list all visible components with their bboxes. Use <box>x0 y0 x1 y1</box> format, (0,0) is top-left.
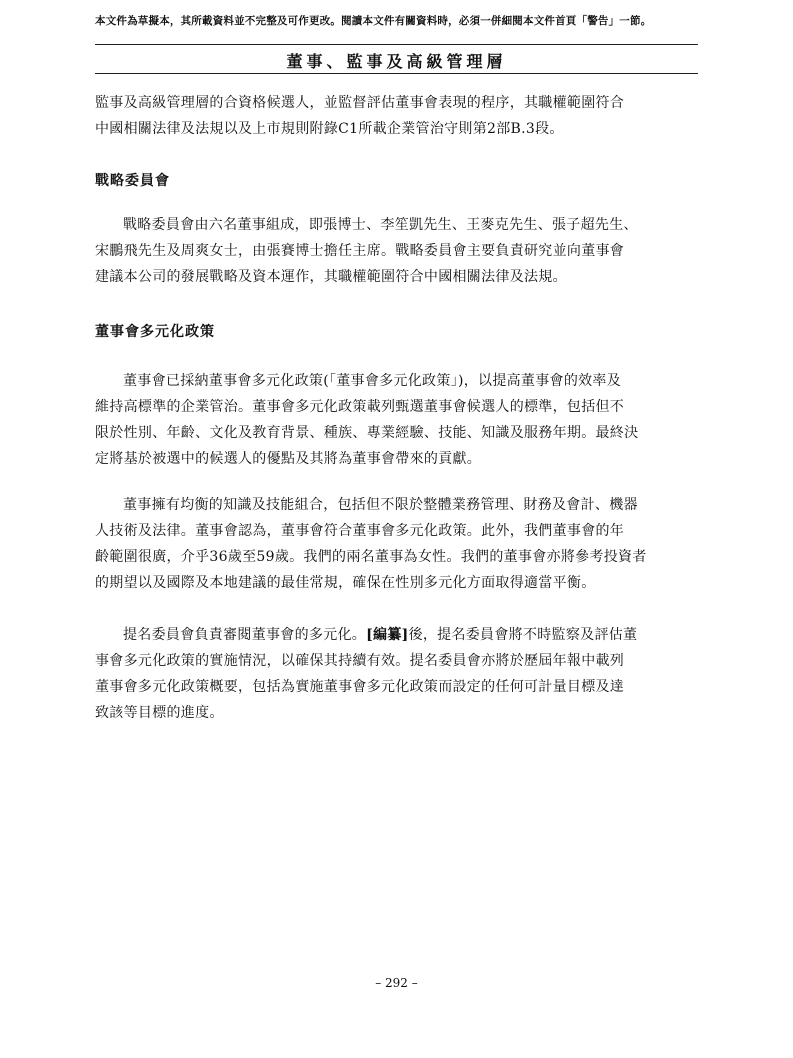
strategy-paragraph <box>95 212 698 290</box>
diversity-line: 人技術及法律。董事會認為，董事會符合董事會多元化政策。此外，我們董事會的年 <box>95 523 625 539</box>
strategy-line: 戰略委員會由六名董事組成，即張博士、李笙凱先生、王麥克先生、張子超先生、 <box>123 217 638 233</box>
diversity-paragraph-3 <box>95 622 698 726</box>
diversity-line: 董事擁有均衡的知識及技能組合，包括但不限於整體業務管理、財務及會計、機器 <box>123 497 638 513</box>
redacted-tag: [編纂] <box>366 627 409 643</box>
board-diversity-heading: 董事會多元化政策 <box>95 324 215 340</box>
diversity-line: 董事會已採納董事會多元化政策(「董事會多元化政策」)，以提高董事會的效率及 <box>123 373 622 389</box>
strategy-line: 建議本公司的發展戰略及資本運作，其職權範圍符合中國相關法律及法規。 <box>95 269 567 285</box>
header-rule-bottom <box>95 73 698 74</box>
strategy-committee-heading: 戰略委員會 <box>95 173 170 189</box>
intro-line: 監事及高級管理層的合資格候選人，並監督評估董事會表現的程序，其職權範圍符合 <box>95 95 625 111</box>
diversity-line: 董事會多元化政策概要，包括為實施董事會多元化政策而設定的任何可計量目標及達 <box>95 679 625 695</box>
draft-warning: 本文件為草擬本，其所載資料並不完整及可作更改。閱讀本文件有關資料時，必須一併細閱本文件首頁「警告」一節。 <box>95 15 652 27</box>
diversity-line-text: 提名委員會負責審閱董事會的多元化。 <box>123 627 367 643</box>
diversity-paragraph-1 <box>95 368 698 472</box>
diversity-line: 維持高標準的企業管治。董事會多元化政策載列甄選董事會候選人的標準，包括但不 <box>95 399 625 415</box>
diversity-line: 事會多元化政策的實施情況，以確保其持續有效。提名委員會亦將於歷屆年報中載列 <box>95 653 625 669</box>
diversity-paragraph-2 <box>95 492 698 596</box>
intro-line: 中國相關法律及法規以及上市規則附錄C1所載企業管治守則第2部B.3段。 <box>95 121 564 137</box>
diversity-line <box>95 622 698 648</box>
strategy-line: 宋鵬飛先生及周爽女士，由張賽博士擔任主席。戰略委員會主要負責研究並向董事會 <box>95 243 625 259</box>
diversity-line-text: 後，提名委員會將不時監察及評估董 <box>408 627 638 643</box>
section-title: 董事、監事及高級管理層 <box>286 52 507 71</box>
diversity-line: 限於性別、年齡、文化及教育背景、種族、專業經驗、技能、知識及服務年期。最終決 <box>95 425 639 441</box>
header-rule-top <box>95 44 698 45</box>
page-number: – 292 – <box>375 976 418 990</box>
diversity-line: 齡範圍很廣，介乎36歲至59歲。我們的兩名董事為女性。我們的董事會亦將參考投資者 <box>95 549 647 565</box>
diversity-line: 定將基於被選中的候選人的優點及其將為董事會帶來的貢獻。 <box>95 451 482 467</box>
diversity-line: 致該等目標的進度。 <box>95 705 224 721</box>
intro-paragraph <box>95 90 698 142</box>
diversity-line: 的期望以及國際及本地建議的最佳常規，確保在性別多元化方面取得適當平衡。 <box>95 575 596 591</box>
